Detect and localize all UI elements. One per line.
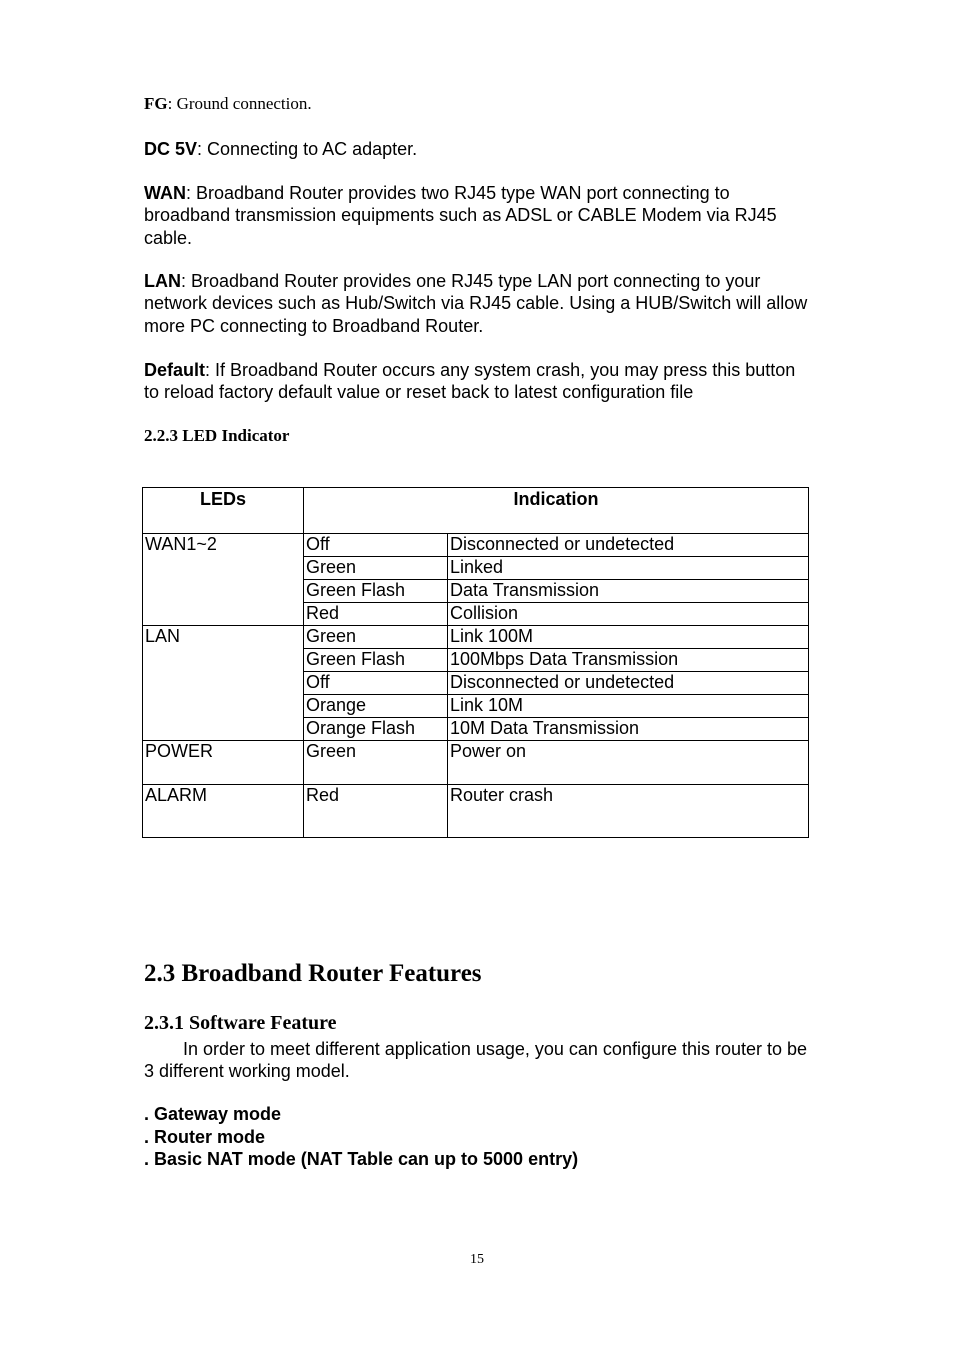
led-meaning-cell: Data Transmission — [448, 580, 809, 603]
default-text: : If Broadband Router occurs any system crash, you may press this button to reload factory default value or reset back to latest configuration file — [144, 360, 796, 403]
indication-column-header: Indication — [304, 488, 809, 534]
lan-text: : Broadband Router provides one RJ45 type LAN port connecting to your network devices such as Hub/Switch via RJ45 cable. Using a HUB/Switch will allow more PC connecting to Broadband Router. — [144, 271, 808, 336]
page-number: 15 — [470, 1252, 484, 1267]
software-feature-paragraph — [144, 1038, 814, 1083]
led-table-header-row — [143, 488, 809, 534]
table-row — [143, 785, 809, 838]
led-meaning-cell: Disconnected or undetected — [448, 672, 809, 695]
table-row — [143, 741, 809, 785]
fg-term: FG — [144, 94, 168, 113]
led-meaning-cell: 100Mbps Data Transmission — [448, 649, 809, 672]
led-meaning-cell: Link 100M — [448, 626, 809, 649]
led-meaning-cell: Link 10M — [448, 695, 809, 718]
table-row — [143, 626, 809, 649]
led-meaning-cell: Collision — [448, 603, 809, 626]
led-column-header: LEDs — [143, 488, 304, 534]
led-color-cell: Off — [304, 534, 448, 557]
section-title: 2.3 Broadband Router Features — [144, 960, 482, 987]
lan-term: LAN — [144, 271, 181, 291]
led-indicator-heading: 2.2.3 LED Indicator — [144, 426, 290, 445]
led-meaning-cell: Power on — [448, 741, 809, 785]
list-item: . Basic NAT mode (NAT Table can up to 5000 entry) — [144, 1149, 579, 1169]
led-meaning-cell: 10M Data Transmission — [448, 718, 809, 741]
list-item: . Router mode — [144, 1127, 266, 1147]
led-color-cell: Green Flash — [304, 580, 448, 603]
led-color-cell: Red — [304, 785, 448, 838]
led-color-cell: Green — [304, 557, 448, 580]
dc5v-term: DC 5V — [144, 139, 198, 159]
led-color-cell: Orange — [304, 695, 448, 718]
led-color-cell: Green — [304, 626, 448, 649]
led-color-cell: Green — [304, 741, 448, 785]
list-item: . Gateway mode — [144, 1104, 282, 1124]
led-color-cell: Off — [304, 672, 448, 695]
fg-text: : Ground connection. — [167, 94, 312, 113]
lan-paragraph — [144, 270, 814, 337]
led-table — [142, 487, 809, 838]
wan-text: : Broadband Router provides two RJ45 type WAN port connecting to broadband transmission equipments such as ADSL or CABLE Modem via RJ45 cable. — [144, 183, 777, 248]
default-term: Default — [144, 360, 206, 380]
default-paragraph — [144, 359, 814, 404]
dc5v-text: : Connecting to AC adapter. — [197, 139, 418, 159]
table-row — [143, 534, 809, 557]
wan-paragraph — [144, 182, 814, 249]
fg-paragraph — [144, 93, 814, 115]
led-name-cell: ALARM — [143, 785, 304, 838]
wan-term: WAN — [144, 183, 186, 203]
led-color-cell: Red — [304, 603, 448, 626]
led-color-cell: Orange Flash — [304, 718, 448, 741]
led-name-cell: WAN1~2 — [143, 534, 304, 626]
subsection-title: 2.3.1 Software Feature — [144, 1012, 337, 1034]
led-meaning-cell: Router crash — [448, 785, 809, 838]
software-feature-text: In order to meet different application usage, you can configure this router to be 3 different working model. — [144, 1039, 808, 1082]
dc5v-paragraph — [144, 138, 814, 160]
led-name-cell: LAN — [143, 626, 304, 741]
led-name-cell: POWER — [143, 741, 304, 785]
led-color-cell: Green Flash — [304, 649, 448, 672]
led-meaning-cell: Disconnected or undetected — [448, 534, 809, 557]
led-meaning-cell: Linked — [448, 557, 809, 580]
